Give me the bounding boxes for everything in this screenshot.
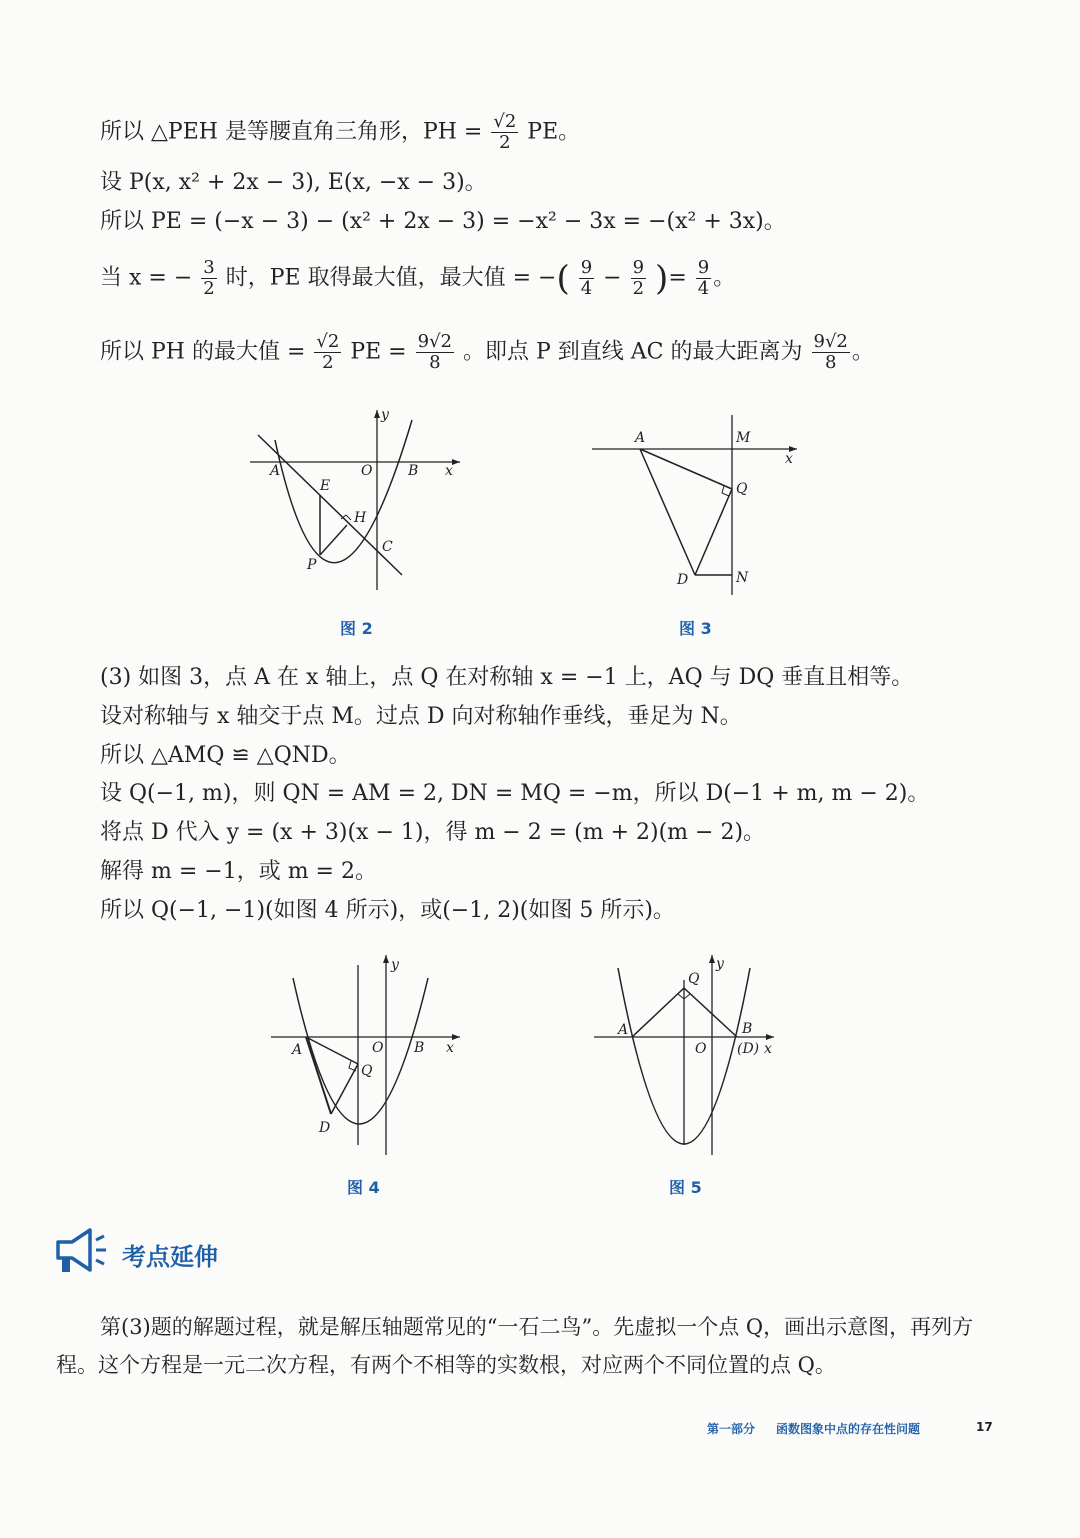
- extension-paragraph: 第(3)题的解题过程，就是解压轴题常见的“一石二鸟”。先虚拟一个点 Q，画出示意图，再列方程。这个方程是一元二次方程，有两个不相等的实数根，对应两个不同位置的点 Q。: [56, 1315, 974, 1377]
- part3-line-3: 所以 △AMQ ≌ △QND。: [100, 743, 351, 768]
- solution-line-3: 所以 PE = (−x − 3) − (x² + 2x − 3) = −x² − 3x = −(x² + 3x)。: [100, 209, 786, 234]
- part3-line-2: 设对称轴与 x 轴交于点 M。过点 D 向对称轴作垂线，垂足为 N。: [100, 704, 742, 729]
- part3-line-4: 设 Q(−1, m)，则 QN = AM = 2, DN = MQ = −m，所以 D(−1 + m, m − 2)。: [100, 781, 930, 806]
- label-p: P: [307, 557, 317, 573]
- footer-part: 第一部分: [707, 1422, 756, 1436]
- figure-5: [592, 950, 782, 1160]
- figure-3: [592, 410, 802, 595]
- label-h: H: [354, 510, 367, 526]
- label-n: N: [736, 570, 749, 586]
- label-o: O: [372, 1040, 384, 1056]
- label-x: x: [446, 1040, 454, 1056]
- footer-topic: 函数图象中点的存在性问题: [776, 1422, 921, 1436]
- label-e: E: [320, 478, 331, 494]
- part3-line-1: (3) 如图 3，点 A 在 x 轴上，点 Q 在对称轴 x = −1 上，AQ 与 DQ 垂直且相等。: [100, 665, 914, 690]
- part3-line-7: 所以 Q(−1, −1)(如图 4 所示)，或(−1, 2)(如图 5 所示)。: [100, 898, 675, 923]
- figure-3-caption: 图 3: [679, 619, 712, 638]
- label-x: x: [445, 463, 453, 479]
- megaphone-icon: [54, 1226, 110, 1282]
- extension-header: [54, 1226, 218, 1282]
- solution-line-2: 设 P(x, x² + 2x − 3), E(x, −x − 3)。: [100, 170, 487, 195]
- label-a: A: [635, 430, 646, 446]
- label-a: A: [618, 1022, 629, 1038]
- label-d: D: [319, 1120, 331, 1136]
- label-b: B: [408, 463, 419, 479]
- label-q: Q: [736, 481, 748, 497]
- label-x: x: [764, 1041, 772, 1057]
- page-number: 17: [976, 1420, 993, 1434]
- figure-4: [268, 950, 468, 1160]
- figure-2-caption: 图 2: [340, 619, 373, 638]
- label-b: B: [742, 1021, 753, 1037]
- label-a: A: [270, 463, 281, 479]
- figure-5-caption: 图 5: [669, 1178, 702, 1197]
- solution-line-5: 所以 PH 的最大值 = $\frac{√2}{2}$ PE = $\frac{9√2}{8}$ 。即点 P 到直线 AC 的最大距离为 $\frac{9√2}{8}$ 。: [100, 331, 874, 373]
- label-q: Q: [361, 1063, 373, 1079]
- label-y: y: [716, 956, 724, 972]
- label-o: O: [695, 1041, 707, 1057]
- label-a: A: [292, 1042, 303, 1058]
- label-c: C: [382, 539, 393, 555]
- solution-line-4: 当 x = − $\frac{3}{2}$ 时，PE 取得最大值，最大值 = −( $\frac{9}{4}$ − $\frac{9}{2}$ )= $\frac{9}{4}$ 。: [100, 257, 736, 299]
- label-m: M: [736, 430, 751, 446]
- label-x: x: [785, 451, 793, 467]
- label-b: B: [414, 1040, 425, 1056]
- part3-line-6: 解得 m = −1，或 m = 2。: [100, 859, 377, 884]
- label-d: D: [677, 572, 689, 588]
- figure-2: [250, 405, 465, 595]
- label-o: O: [361, 463, 373, 479]
- solution-line-1: 所以 △PEH 是等腰直角三角形，PH = $\frac{√2}{2}$ PE。: [100, 111, 581, 153]
- figure-4-caption: 图 4: [347, 1178, 380, 1197]
- label-y: y: [391, 957, 399, 973]
- part3-line-5: 将点 D 代入 y = (x + 3)(x − 1)，得 m − 2 = (m + 2)(m − 2)。: [100, 820, 766, 845]
- label-q: Q: [688, 971, 700, 987]
- label-d-paren: (D): [737, 1041, 760, 1057]
- extension-title: 考点延伸: [122, 1242, 218, 1271]
- label-y: y: [381, 407, 389, 423]
